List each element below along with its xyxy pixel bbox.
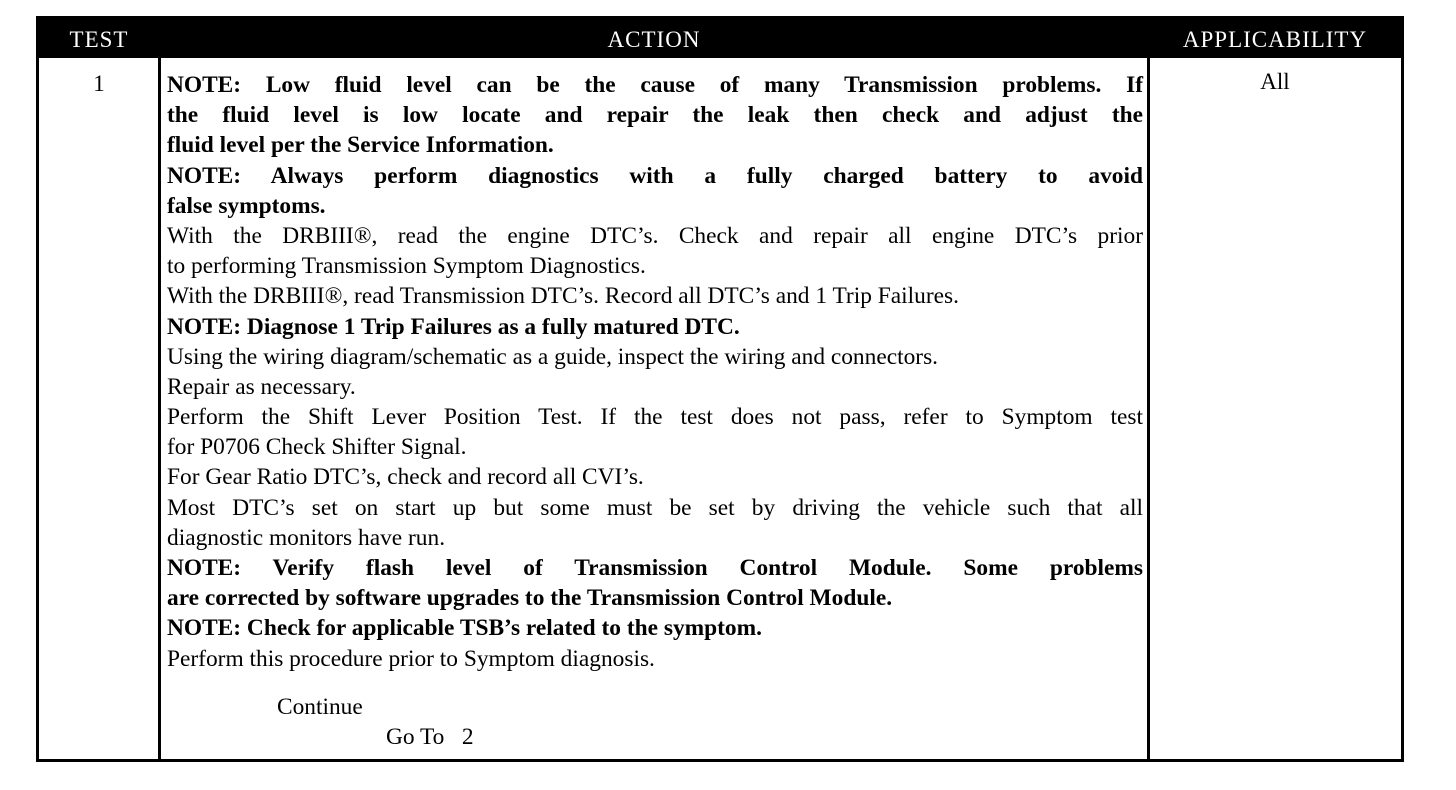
- column-divider-test-action: [158, 58, 161, 759]
- action-line: false symptoms.: [167, 192, 326, 219]
- action-line: Using the wiring diagram/schematic as a guide, inspect the wiring and connectors.: [167, 343, 939, 370]
- action-line: NOTE: Check for applicable TSB’s related to the symptom.: [167, 615, 762, 642]
- continue-label: Continue: [277, 694, 363, 720]
- test-number: 1: [93, 71, 105, 96]
- goto-label: Go To: [386, 724, 445, 750]
- action-line: the fluid level is low locate and repair the leak then check and adjust the: [167, 102, 1143, 129]
- action-line: to performing Transmission Symptom Diagnostics.: [167, 253, 646, 280]
- header-applicability: APPLICABILITY: [1182, 27, 1368, 52]
- action-line: fluid level per the Service Information.: [167, 132, 554, 159]
- action-line: Perform the Shift Lever Position Test. If the test does not pass, refer to Symptom test: [167, 404, 1143, 431]
- action-line: For Gear Ratio DTC’s, check and record all CVI’s.: [167, 464, 644, 491]
- action-line: NOTE: Verify flash level of Transmission Control Module. Some problems: [167, 555, 1143, 581]
- applicability-value: All: [1260, 69, 1290, 94]
- action-line: Perform this procedure prior to Symptom diagnosis.: [167, 645, 655, 672]
- action-line: NOTE: Low fluid level can be the cause of many Transmission problems. If: [167, 72, 1143, 98]
- action-line: are corrected by software upgrades to the Transmission Control Module.: [167, 585, 893, 612]
- action-cell: [167, 70, 1143, 674]
- header-action: ACTION: [607, 27, 701, 52]
- column-divider-action-applicability: [1147, 58, 1150, 759]
- action-line: Repair as necessary.: [167, 373, 356, 400]
- action-line: With the DRBIII®, read Transmission DTC’s. Record all DTC’s and 1 Trip Failures.: [167, 283, 959, 310]
- action-line: NOTE: Always perform diagnostics with a fully charged battery to avoid: [167, 162, 1143, 189]
- table-header: [39, 19, 1401, 58]
- goto-instruction[interactable]: [386, 722, 474, 752]
- action-line: NOTE: Diagnose 1 Trip Failures as a fully matured DTC.: [167, 313, 740, 340]
- action-line: Most DTC’s set on start up but some must be set by driving the vehicle such that all: [167, 494, 1143, 521]
- action-line: With the DRBIII®, read the engine DTC’s. Check and repair all engine DTC’s prior: [167, 222, 1143, 249]
- action-line: diagnostic monitors have run.: [167, 524, 446, 551]
- goto-target: 2: [461, 724, 474, 750]
- diagnostic-test-table: [36, 16, 1404, 762]
- action-line: for P0706 Check Shifter Signal.: [167, 434, 467, 461]
- header-test: TEST: [69, 27, 129, 52]
